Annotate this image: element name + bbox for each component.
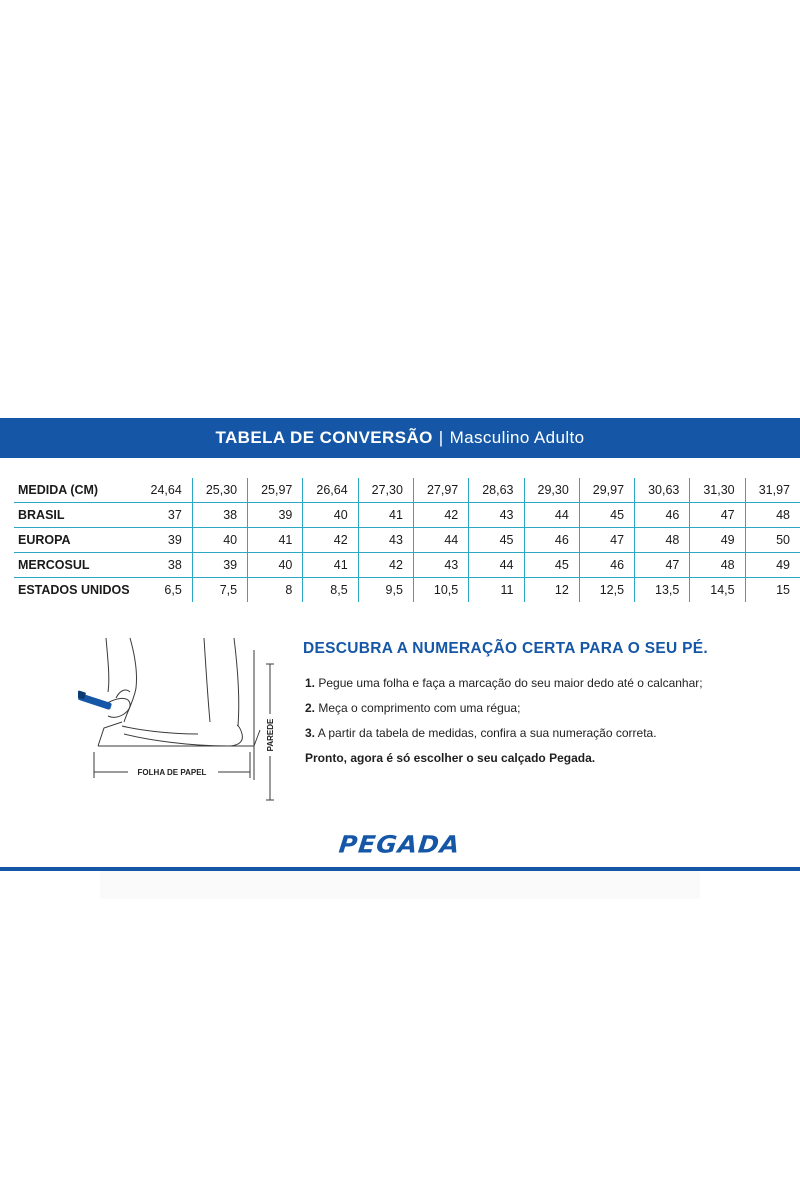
table-cell: 8 <box>248 578 303 603</box>
table-cell: 25,97 <box>248 478 303 503</box>
table-cell: 46 <box>635 503 690 528</box>
table-cell: 31,97 <box>745 478 800 503</box>
table-cell: 50 <box>745 528 800 553</box>
table-cell: 42 <box>303 528 358 553</box>
table-cell: 47 <box>579 528 634 553</box>
step-2 <box>305 701 783 715</box>
logo-text: PEGADA <box>337 830 463 859</box>
step-1-number: 1. <box>305 676 316 690</box>
banner-subtitle: Masculino Adulto <box>449 428 585 447</box>
banner-separator: | <box>438 428 444 447</box>
table-cell: 26,64 <box>303 478 358 503</box>
table-cell: 39 <box>138 528 193 553</box>
table-cell: 24,64 <box>138 478 193 503</box>
table-cell: 43 <box>413 553 468 578</box>
table-cell: 12,5 <box>579 578 634 603</box>
table-cell: 42 <box>358 553 413 578</box>
table-cell: 15 <box>776 583 790 597</box>
table-cell: 8,5 <box>303 578 358 603</box>
step-1-text: Pegue uma folha e faça a marcação do seu maior dedo até o calcanhar; <box>318 676 703 690</box>
how-to-heading: DESCUBRA A NUMERAÇÃO CERTA PARA O SEU PÉ. <box>303 640 708 657</box>
table-cell: 48 <box>745 503 800 528</box>
row-label: BRASIL <box>14 503 138 528</box>
table-cell: 41 <box>303 553 358 578</box>
table-cell: 46 <box>524 528 579 553</box>
table-cell: 29,97 <box>579 478 634 503</box>
step-2-number: 2. <box>305 701 316 715</box>
step-3-number: 3. <box>305 726 316 740</box>
table-cell: 27,30 <box>358 478 413 503</box>
table-cell: 40 <box>248 553 303 578</box>
table-cell: 14,5 <box>690 578 745 603</box>
conversion-table-banner <box>0 418 800 458</box>
step-1 <box>305 676 783 690</box>
table-cell: 6,5 <box>138 578 193 603</box>
table-cell: 38 <box>192 503 247 528</box>
table-cell: 27,97 <box>413 478 468 503</box>
row-label: MERCOSUL <box>14 553 138 578</box>
table-row <box>14 553 800 578</box>
table-cell: 39 <box>248 503 303 528</box>
table-cell: 10,5 <box>413 578 468 603</box>
table-cell: 39 <box>192 553 247 578</box>
table-row <box>14 578 800 603</box>
table-cell: 45 <box>579 503 634 528</box>
table-cell: 47 <box>635 553 690 578</box>
foot-measurement-illustration <box>78 630 288 805</box>
table-cell: 37 <box>138 503 193 528</box>
table-cell: 25,30 <box>192 478 247 503</box>
table-cell: 12 <box>524 578 579 603</box>
table-cell: 40 <box>192 528 247 553</box>
step-3 <box>305 726 783 740</box>
table-cell: 30,63 <box>635 478 690 503</box>
table-cell: 42 <box>413 503 468 528</box>
table-cell: 11 <box>469 578 524 603</box>
table-cell: 9,5 <box>358 578 413 603</box>
table-row <box>14 528 800 553</box>
table-cell: 31,30 <box>690 478 745 503</box>
table-cell: 44 <box>469 553 524 578</box>
pen-icon <box>78 690 112 710</box>
table-cell: 45 <box>524 553 579 578</box>
table-cell: 43 <box>358 528 413 553</box>
table-cell: 13,5 <box>635 578 690 603</box>
table-cell: 7,5 <box>192 578 247 603</box>
size-conversion-table <box>14 478 800 602</box>
table-cell: 44 <box>413 528 468 553</box>
table-cell: 38 <box>138 553 193 578</box>
table-cell: 47 <box>690 503 745 528</box>
row-label: MEDIDA (CM) <box>14 478 138 503</box>
table-cell: 46 <box>579 553 634 578</box>
table-cell: 41 <box>248 528 303 553</box>
table-cell: 28,63 <box>469 478 524 503</box>
paper-label: FOLHA DE PAPEL <box>137 768 207 777</box>
table-row <box>14 503 800 528</box>
table-cell: 48 <box>635 528 690 553</box>
row-label: ESTADOS UNIDOS <box>18 583 130 597</box>
how-to-measure-section <box>303 640 783 765</box>
table-row <box>14 478 800 503</box>
step-3-text: A partir da tabela de medidas, confira a sua numeração correta. <box>317 726 657 740</box>
wall-label: PAREDE <box>266 718 275 752</box>
table-cell: 49 <box>745 553 800 578</box>
table-cell: 49 <box>690 528 745 553</box>
table-cell: 41 <box>358 503 413 528</box>
row-label: EUROPA <box>14 528 138 553</box>
table-cell: 44 <box>524 503 579 528</box>
table-cell: 40 <box>303 503 358 528</box>
page-shadow <box>100 871 700 899</box>
final-message: Pronto, agora é só escolher o seu calçado Pegada. <box>305 751 596 765</box>
step-2-text: Meça o comprimento com uma régua; <box>318 701 521 715</box>
table-cell: 45 <box>469 528 524 553</box>
table-cell: 48 <box>690 553 745 578</box>
table-cell: 43 <box>469 503 524 528</box>
pegada-logo <box>0 830 800 859</box>
banner-title: TABELA DE CONVERSÃO <box>215 428 433 447</box>
table-cell: 29,30 <box>524 478 579 503</box>
